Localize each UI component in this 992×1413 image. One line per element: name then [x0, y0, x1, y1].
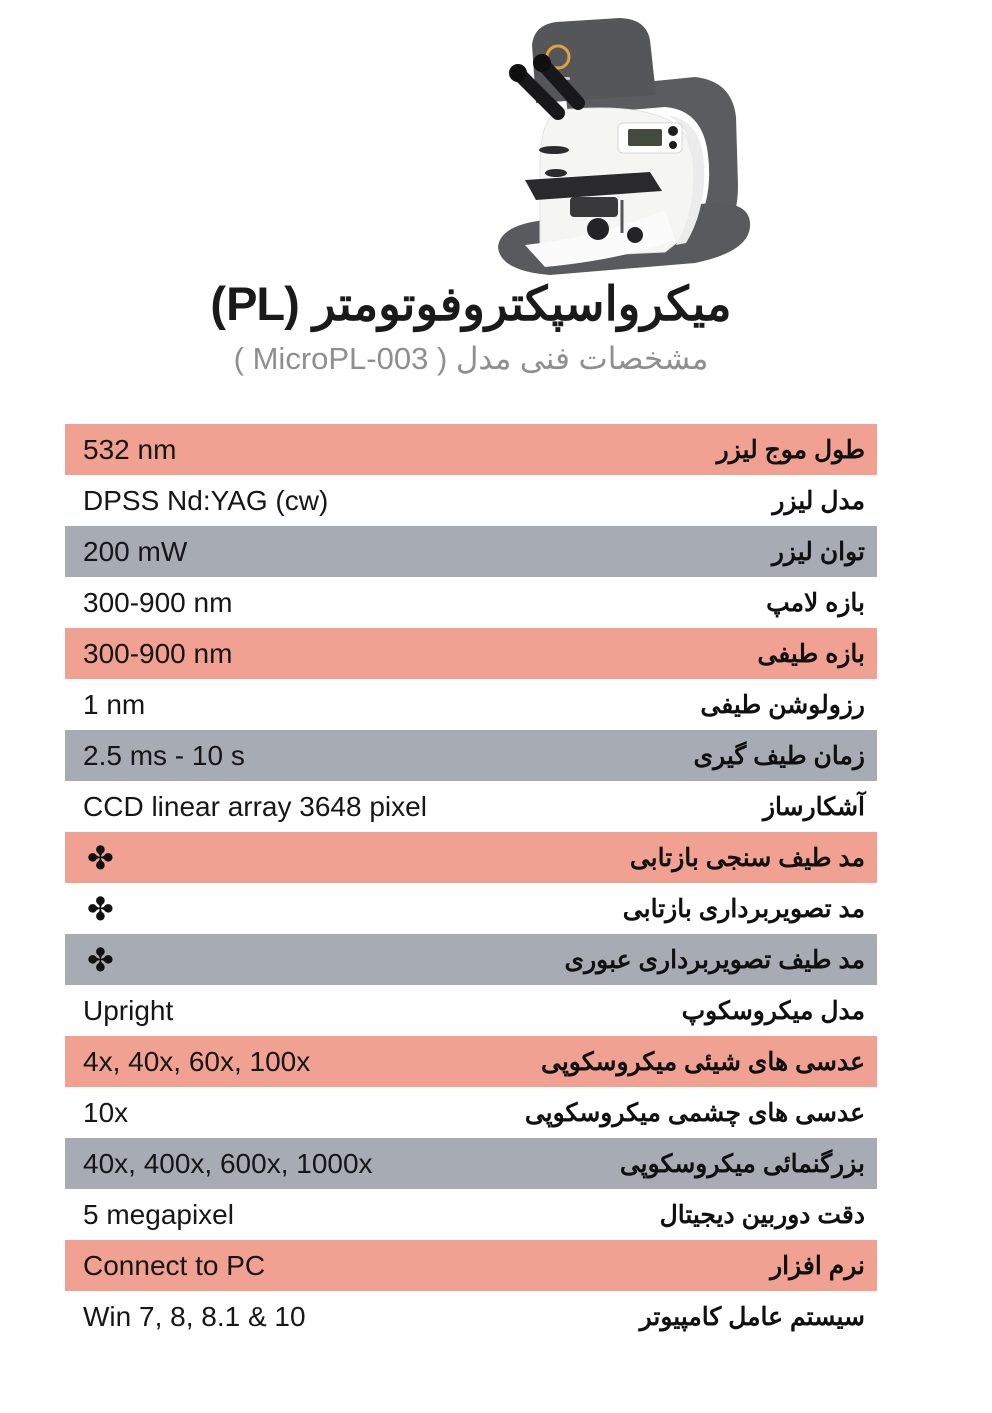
spec-value: 40x, 400x, 600x, 1000x — [83, 1147, 373, 1179]
spec-label: توان لیزر — [771, 537, 865, 566]
spec-label: نرم افزار — [770, 1251, 865, 1280]
spec-value: CCD linear array 3648 pixel — [83, 790, 427, 822]
spec-row — [65, 1189, 877, 1240]
spec-row — [65, 985, 877, 1036]
spec-row — [65, 1087, 877, 1138]
spec-row — [65, 1036, 877, 1087]
spec-value: Win 7, 8, 8.1 & 10 — [83, 1300, 306, 1332]
spec-value: 2.5 ms - 10 s — [83, 739, 245, 771]
spec-row — [65, 526, 877, 577]
spec-row — [65, 832, 877, 883]
spec-row — [65, 1240, 877, 1291]
spec-value: 300-900 nm — [83, 637, 233, 669]
spec-row — [65, 1291, 877, 1342]
microscope-image — [470, 5, 780, 285]
spec-label: دقت دوربین دیجیتال — [659, 1200, 865, 1229]
spec-label: زمان طیف گیری — [693, 741, 865, 770]
spec-row — [65, 883, 877, 934]
spec-value: 4x, 40x, 60x, 100x — [83, 1045, 311, 1077]
spec-value: 300-900 nm — [83, 586, 233, 618]
spec-label: آشکارساز — [762, 792, 865, 821]
spec-table — [65, 424, 877, 1342]
spec-value: Upright — [83, 994, 174, 1026]
four-petal-asterisk-icon: ✤ — [87, 839, 114, 876]
spec-value: 5 megapixel — [83, 1198, 234, 1230]
spec-value: 10x — [83, 1096, 129, 1128]
spec-value: DPSS Nd:YAG (cw) — [83, 484, 329, 516]
spec-row — [65, 475, 877, 526]
spec-label: مد طیف تصویربرداری عبوری — [564, 945, 865, 974]
four-petal-asterisk-icon: ✤ — [87, 941, 114, 978]
spec-label: عدسی های چشمی میکروسکوپی — [524, 1098, 865, 1127]
spec-row — [65, 577, 877, 628]
spec-label: عدسی های شیئی میکروسکوپی — [541, 1047, 865, 1076]
spec-row — [65, 934, 877, 985]
page-subtitle: مشخصات فنی مدل ( MicroPL-003 ) — [233, 341, 709, 376]
spec-value: 532 nm — [83, 433, 177, 465]
spec-label: بازه لامپ — [766, 588, 865, 617]
spec-value: 1 nm — [83, 688, 146, 720]
spec-label: مدل لیزر — [772, 486, 865, 515]
spec-label: رزولوشن طیفی — [700, 690, 865, 719]
spec-label: مد تصویربرداری بازتابی — [622, 894, 865, 923]
spec-label: بازه طیفی — [757, 639, 865, 668]
spec-label: مد طیف سنجی بازتابی — [629, 843, 865, 872]
page-title: میکرواسپکتروفوتومتر (PL) — [210, 277, 732, 330]
spec-row — [65, 628, 877, 679]
spec-row — [65, 1138, 877, 1189]
spec-label: بزرگنمائی میکروسکوپی — [619, 1149, 865, 1178]
spec-label: سیستم عامل کامپیوتر — [639, 1302, 865, 1331]
microscope-illustration — [470, 5, 780, 285]
spec-row — [65, 781, 877, 832]
spec-label: طول موج لیزر — [716, 435, 865, 464]
spec-row — [65, 424, 877, 475]
spec-row — [65, 679, 877, 730]
spec-value: Connect to PC — [83, 1249, 266, 1281]
spec-label: مدل میکروسکوپ — [681, 996, 865, 1025]
spec-value: 200 mW — [83, 535, 188, 567]
four-petal-asterisk-icon: ✤ — [87, 890, 114, 927]
spec-row — [65, 730, 877, 781]
